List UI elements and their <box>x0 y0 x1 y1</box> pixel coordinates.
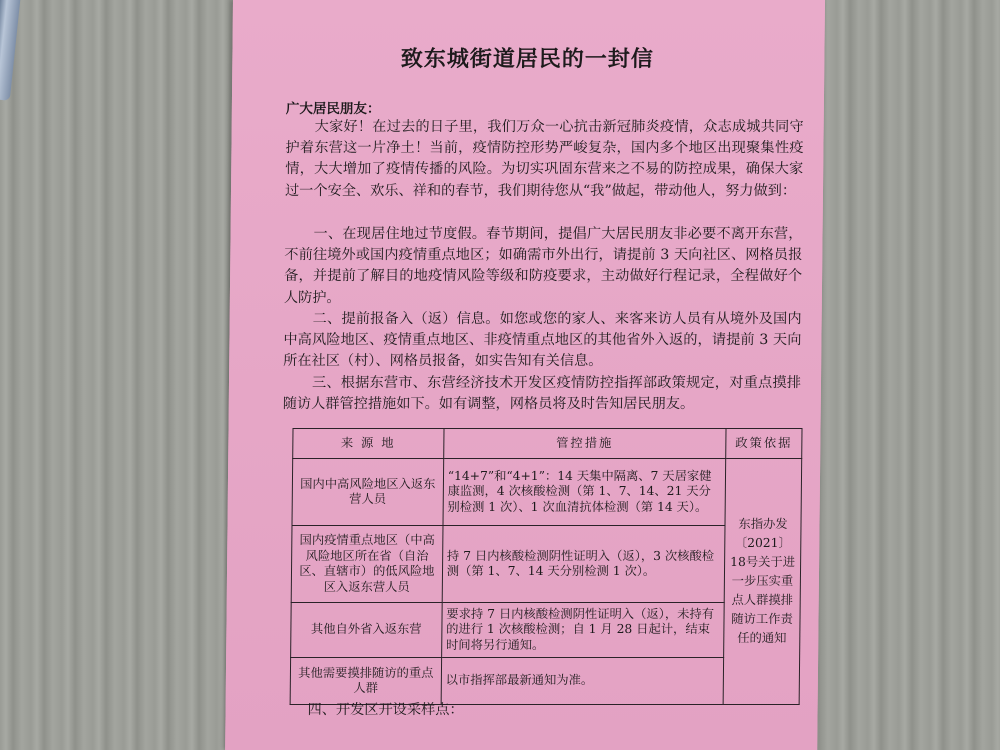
row-measure: 以市指挥部最新通知为准。 <box>441 658 724 705</box>
table-row <box>292 459 802 526</box>
paragraph-item-2: 二、提前报备入（返）信息。如您或您的家人、来客来访人员有从境外及国内中高风险地区、疫情重点地区、非疫情重点地区的其他省外入返的，请提前 3 天向所在社区（村）、网格员报备，如实告知有关信息。 <box>283 311 802 370</box>
row-source: 其他自外省入返东营 <box>291 603 442 658</box>
paragraph-item-3: 三、根据东营市、东营经济技术开发区疫情防控指挥部政策规定，对重点摸排随访人群管控措施如下。如有调整，网格员将及时告知居民朋友。 <box>282 375 802 413</box>
table-row <box>290 658 799 705</box>
header-measures: 管控措施 <box>443 429 726 459</box>
paragraph-intro: 大家好！在过去的日子里，我们万众一心抗击新冠肺炎疫情，众志成城共同守护着东营这一片净土！当前，疫情防控形势严峻复杂，国内多个地区出现聚集性疫情，大大增加了疫情传播的风险。为切实巩固东营来之不易的防控成果，确保大家过一个安全、欢乐、祥和的春节，我们期待您从“我”做起，带动他人，努力做到： <box>284 119 804 199</box>
header-source: 来 源 地 <box>293 429 444 459</box>
header-basis: 政策依据 <box>726 429 802 459</box>
row-measure: 要求持 7 日内核酸检测阴性证明入（返），未持有的进行 1 次核酸检测；自 1 月 28 日起计，结束时间将另行通知。 <box>441 603 724 658</box>
row-measure: “14+7”和“4+1”：14 天集中隔离、7 天居家健康监测，4 次核酸检测（第 1、7、14、21 天分别检测 1 次）、1 次血清抗体检测（第 14 天）。 <box>443 459 726 526</box>
row-measure: 持 7 日内核酸检测阴性证明入（返），3 次核酸检测（第 1、7、14 天分别检测 1 次）。 <box>442 526 725 603</box>
pen-object <box>0 0 22 101</box>
letter-paper <box>225 0 825 750</box>
row-source: 其他需要摸排随访的重点人群 <box>290 658 441 705</box>
control-measures-table <box>290 428 803 705</box>
letter-title: 致东城街道居民的一封信 <box>400 47 655 72</box>
paragraph-item-4: 四、开发区开设采样点： <box>307 702 464 718</box>
row-source: 国内疫情重点地区（中高风险地区所在省（自治区、直辖市）的低风险地区入返东营人员 <box>291 526 443 603</box>
table-header-row <box>293 429 802 459</box>
paragraph-item-1: 一、在现居住地过节度假。春节期间，提倡广大居民朋友非必要不离开东营，不前往境外或国内疫情重点地区；如确需市外出行，请提前 3 天向社区、网格员报备，并提前了解目的地疫情风险等级和防疫要求，主动做好行程记录，全程做好个人防护。 <box>283 226 803 306</box>
table-row <box>291 603 801 658</box>
salutation: 广大居民朋友： <box>285 101 381 117</box>
policy-basis-cell: 东指办发〔2021〕18号关于进一步压实重点人群摸排随访工作责任的通知 <box>723 459 801 705</box>
row-source: 国内中高风险地区入返东营人员 <box>292 459 443 526</box>
